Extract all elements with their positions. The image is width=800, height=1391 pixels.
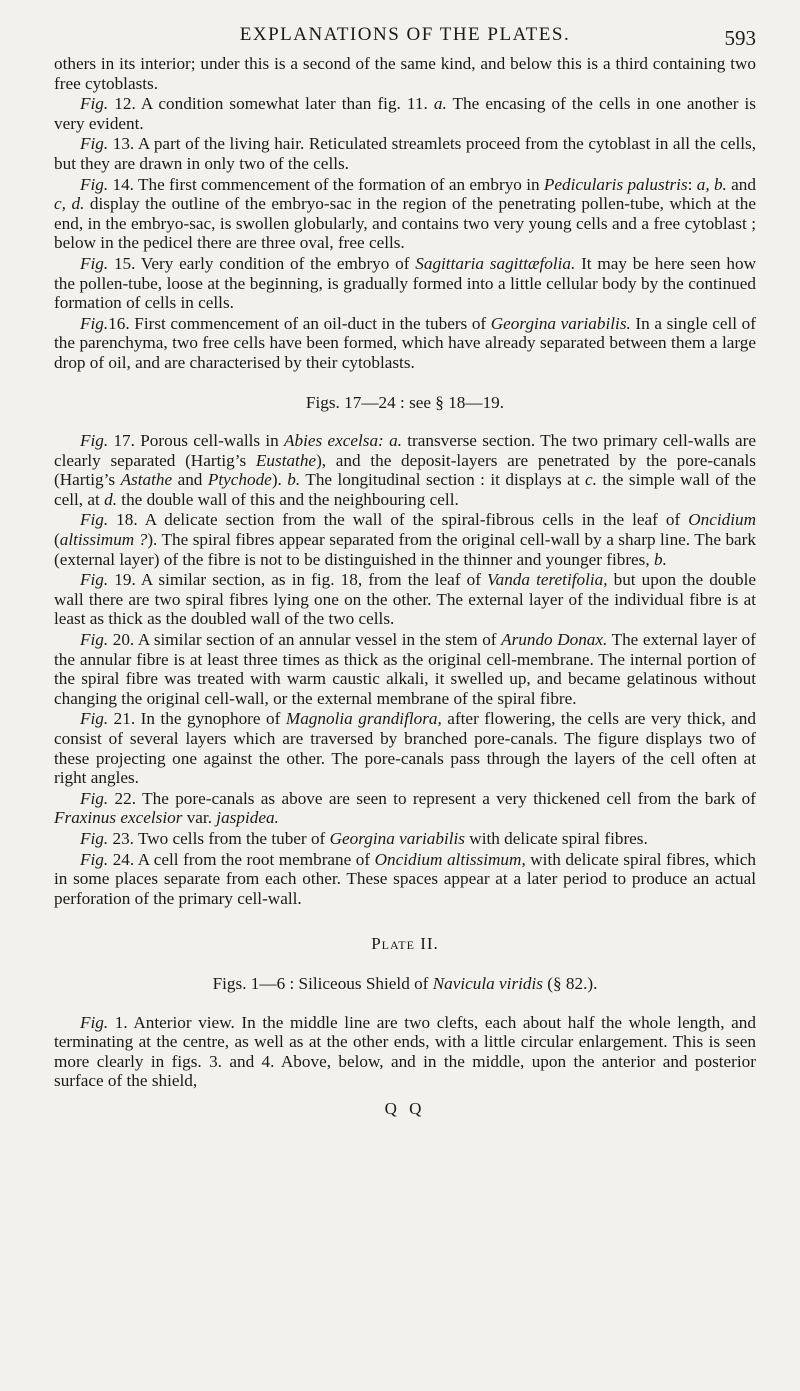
text-run: after flowering, the cells are very thick, and consist of several layers which are traversed by branched pore-canals. The figure displays two of these projecting one against the other. The pore-canals pass through the layers of the cell often at right angles. bbox=[54, 709, 756, 788]
text-run: var. bbox=[182, 808, 217, 828]
text-run: 14. The first commencement of the formation of an embryo in bbox=[108, 174, 544, 194]
text-run: 1. Anterior view. In the middle line are two clefts, each about half the whole length, and terminating at the centre, as well as at the other ends, with a little circular enlargement. This is seen more clearly in figs. 3. and 4. Above, below, and in the middle, upon the anterior and posterior surface of the shield, bbox=[54, 1012, 756, 1091]
body-text bbox=[54, 54, 756, 1091]
text-run: 18. A delicate section from the wall of the spiral-fibrous cells in the leaf of bbox=[108, 510, 689, 530]
text-run: with delicate spiral fibres. bbox=[465, 828, 648, 848]
text-run: 24. A cell from the root membrane of bbox=[108, 849, 375, 869]
paragraph bbox=[54, 709, 756, 787]
paragraph bbox=[54, 54, 756, 93]
text-run: 15. Very early condition of the embryo of bbox=[108, 253, 416, 273]
text-run: ). bbox=[271, 470, 288, 490]
section-heading bbox=[54, 974, 756, 994]
running-head: EXPLANATIONS OF THE PLATES. bbox=[239, 24, 571, 45]
italic-run: c, d. bbox=[54, 194, 85, 214]
italic-run: Fig. bbox=[80, 1012, 109, 1032]
text-run: ), and the deposit-layers are penetrated by the pore-canals (Hartig’s bbox=[54, 450, 756, 490]
italic-run: b. bbox=[653, 549, 667, 569]
text-run: display the outline of the embryo-sac in the region of the penetrating pollen-tube, which at the end, in the embryo-sac, is swollen globularly, and contains two very young cells and a free cytoblast ; below in the pedicel there are three oval, free cells. bbox=[54, 194, 756, 253]
text-run: The longitudinal section : it displays at bbox=[300, 470, 586, 490]
italic-run: Pedicularis palustris bbox=[543, 174, 688, 194]
italic-run: Arundo Donax. bbox=[501, 630, 608, 650]
text-run: Figs. 17—24 : see § 18—19. bbox=[305, 392, 505, 412]
signature-mark: Q Q bbox=[384, 1098, 426, 1118]
text-run: 16. First commencement of an oil-duct in the tubers of bbox=[108, 313, 491, 333]
italic-run: Fig. bbox=[80, 849, 109, 869]
text-run: 12. A condition somewhat later than fig. 11. bbox=[108, 94, 434, 114]
italic-run: Fig. bbox=[80, 570, 109, 590]
text-run: The external layer of the annular fibre is at least three times as thick as the original cell-membrane. The internal portion of the spiral fibre was treated with warm caustic alkali, it swelled up, and became gelatinous without changing the original cell-wall, or the external membrane of the spiral fibre. bbox=[54, 630, 756, 708]
text-run: 13. A part of the living hair. Reticulated streamlets proceed from the cytoblast in all the cells, but they are drawn in only two of the cells. bbox=[54, 134, 756, 173]
italic-run: Fig. bbox=[80, 828, 109, 848]
italic-run: Fig. bbox=[80, 313, 109, 333]
italic-run: Vanda teretifolia, bbox=[487, 570, 608, 590]
text-run: with delicate spiral fibres, which in some places separate from each other. These spaces appear at a later period to produce an actual perforation of the primary cell-wall. bbox=[54, 849, 756, 908]
text-run: Figs. 1—6 : Siliceous Shield of bbox=[212, 973, 433, 993]
paragraph bbox=[54, 570, 756, 629]
text-run: ( bbox=[54, 530, 60, 550]
text-run: the double wall of this and the neighbouring cell. bbox=[117, 489, 459, 509]
text-run: : bbox=[687, 174, 697, 194]
italic-run: Fig. bbox=[80, 94, 109, 114]
italic-run: Fig. bbox=[80, 431, 109, 451]
text-run: 20. A similar section of an annular vessel in the stem of bbox=[108, 630, 502, 650]
italic-run: a. bbox=[433, 94, 447, 114]
text-run: transverse section. The two primary cell-walls are clearly separated (Hartig’s bbox=[54, 431, 757, 470]
text-run: The encasing of the cells in one another is very evident. bbox=[54, 94, 756, 133]
italic-run: Fig. bbox=[80, 510, 109, 530]
text-run: 19. A similar section, as in fig. 18, from the leaf of bbox=[108, 570, 488, 590]
text-run: others in its interior; under this is a second of the same kind, and below this is a third containing two free cytoblasts. bbox=[54, 54, 756, 93]
text-run: 17. Porous cell-walls in bbox=[108, 431, 285, 451]
italic-run: Georgina variabilis. bbox=[490, 313, 631, 333]
italic-run: d. bbox=[104, 489, 117, 509]
text-run: (§ 82.). bbox=[542, 973, 598, 993]
paragraph bbox=[54, 175, 756, 253]
italic-run: a, b. bbox=[696, 174, 727, 194]
italic-run: Astathe bbox=[120, 470, 173, 490]
text-run: and bbox=[172, 470, 208, 490]
paragraph bbox=[54, 630, 756, 708]
paragraph bbox=[54, 94, 756, 133]
italic-run: b. bbox=[287, 470, 301, 490]
text-run: 23. Two cells from the tuber of bbox=[108, 828, 330, 848]
page-header bbox=[54, 14, 756, 54]
italic-run: Abies excelsa: a. bbox=[284, 431, 402, 451]
text-run: In a single cell of the parenchyma, two free cells have been formed, which have already separated between them a large drop of oil, and are characterised by their cytoblasts. bbox=[54, 313, 756, 372]
italic-run: Fig. bbox=[80, 174, 109, 194]
paragraph bbox=[54, 829, 756, 849]
italic-run: Fig. bbox=[80, 788, 109, 808]
italic-run: Fig. bbox=[80, 630, 109, 650]
italic-run: Fraxinus excelsior bbox=[54, 808, 183, 828]
page-number: 593 bbox=[724, 26, 756, 50]
paragraph bbox=[54, 134, 756, 173]
italic-run: Ptychode bbox=[207, 470, 272, 490]
italic-run: Fig. bbox=[80, 709, 109, 729]
italic-run: Fig. bbox=[80, 134, 109, 154]
plate-heading bbox=[54, 934, 756, 954]
italic-run: c. bbox=[585, 470, 597, 490]
italic-run: Fig. bbox=[80, 253, 109, 273]
text-run: 21. In the gynophore of bbox=[108, 709, 286, 729]
paragraph bbox=[54, 789, 756, 828]
text-run: Plate II. bbox=[371, 934, 439, 954]
italic-run: Georgina variabilis bbox=[329, 828, 465, 848]
italic-run: Oncidium bbox=[688, 510, 756, 530]
text-run: 22. The pore-canals as above are seen to represent a very thickened cell from the bark of bbox=[108, 788, 756, 808]
section-heading bbox=[54, 393, 756, 413]
paragraph bbox=[54, 431, 756, 509]
paragraph bbox=[54, 850, 756, 909]
italic-run: jaspidea. bbox=[216, 808, 279, 828]
italic-run: Eustathe bbox=[255, 450, 317, 470]
paragraph bbox=[54, 314, 756, 373]
paragraph bbox=[54, 510, 756, 569]
text-run: but upon the double wall there are two spiral fibres lying one on the other. The external layer of the individual fibre is at least as thick as the doubled wall of the two cells. bbox=[54, 570, 756, 629]
italic-run: Navicula viridis bbox=[432, 973, 543, 993]
text-run: It may be here seen how the pollen-tube, loose at the beginning, is gradually formed into a little cellular body by the continued formation of cells in cells. bbox=[54, 253, 757, 313]
text-run: ). The spiral fibres appear separated from the original cell-wall by a sharp line. The bark (external layer) of the fibre is not to be distinguished in the thinner and younger fibres, bbox=[54, 530, 756, 569]
paragraph bbox=[54, 254, 756, 313]
text-run: the simple wall of the cell, at bbox=[54, 470, 756, 509]
italic-run: altissimum ? bbox=[59, 530, 148, 550]
italic-run: Oncidium altissimum, bbox=[374, 849, 526, 869]
text-run: and bbox=[726, 174, 756, 194]
italic-run: Magnolia grandiflora, bbox=[285, 709, 442, 729]
italic-run: Sagittaria sagittæfolia. bbox=[415, 253, 576, 273]
paragraph bbox=[54, 1013, 756, 1091]
